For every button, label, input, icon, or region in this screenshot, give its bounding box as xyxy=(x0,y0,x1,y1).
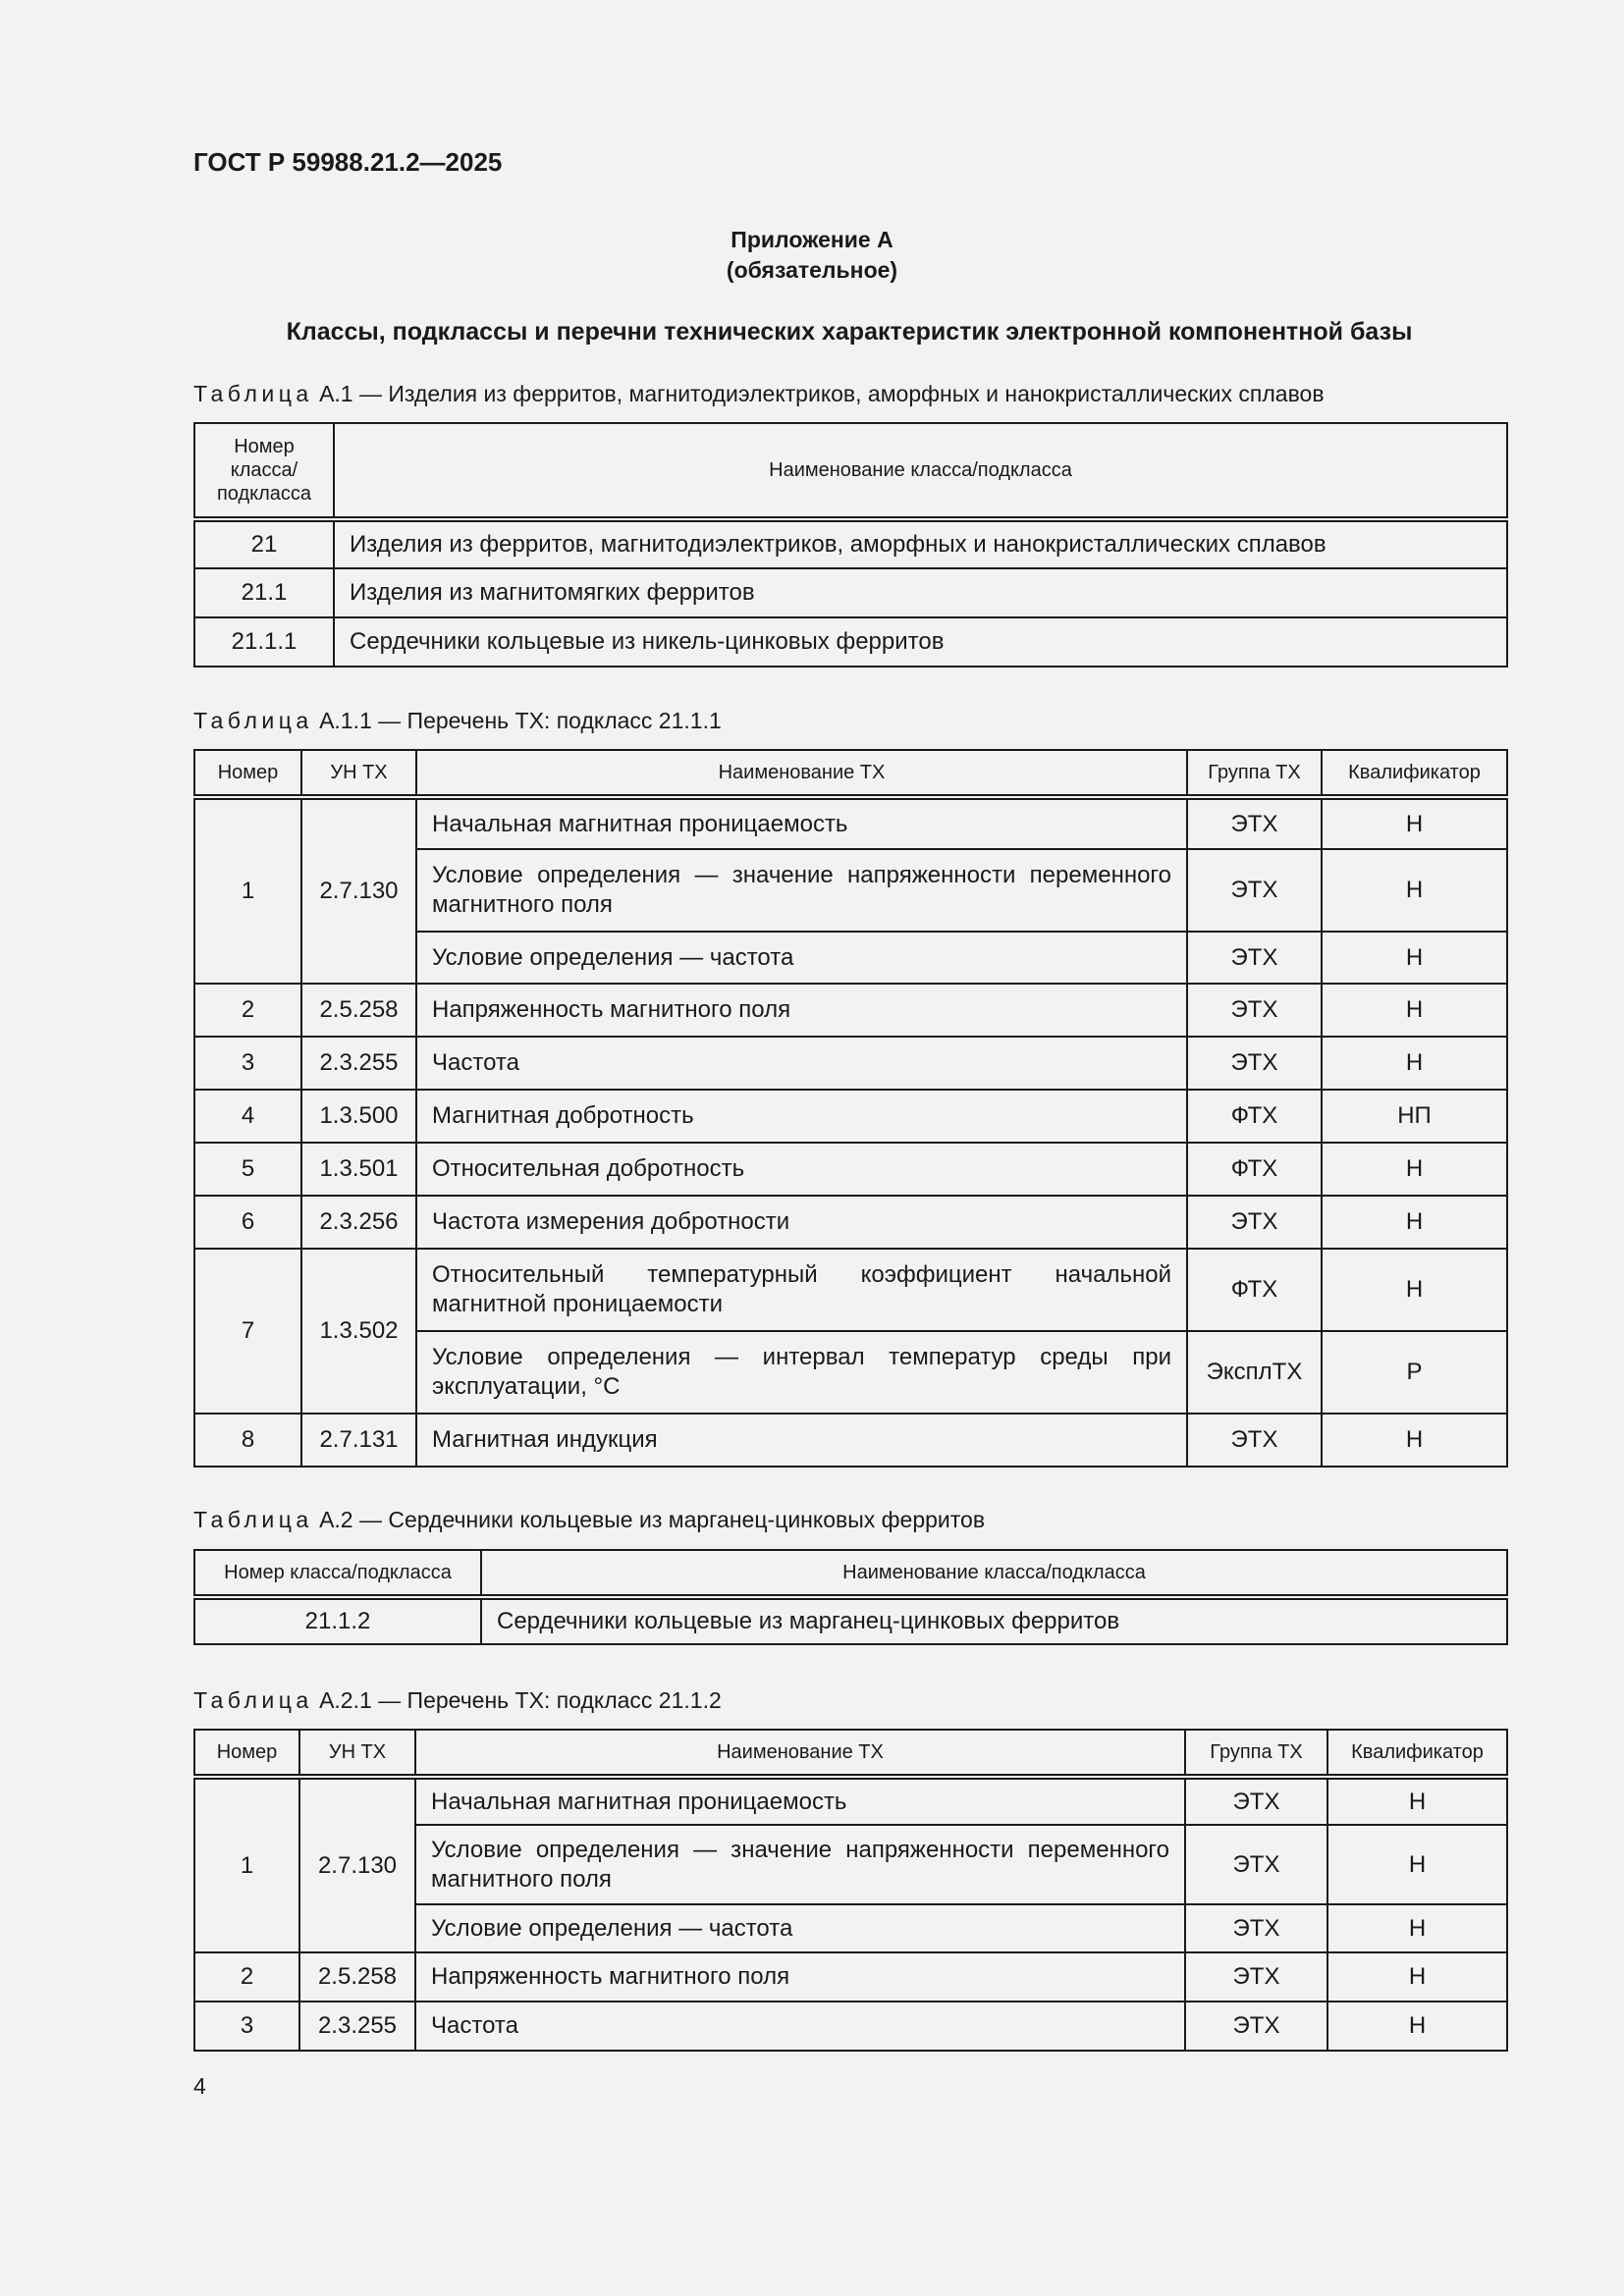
group-cell: ФТХ xyxy=(1187,1143,1322,1196)
table-a2-1-caption xyxy=(193,1687,722,1714)
name-cell: Напряженность магнитного поля xyxy=(416,984,1187,1037)
caption-text: А.1.1 — Перечень ТХ: подкласс 21.1.1 xyxy=(312,708,722,733)
col-header-group: Группа ТХ xyxy=(1187,750,1322,797)
qualifier-cell: Н xyxy=(1327,1904,1507,1952)
group-cell: ЭТХ xyxy=(1187,797,1322,849)
code-cell: 2.7.131 xyxy=(301,1414,416,1467)
group-cell: ЭТХ xyxy=(1187,1414,1322,1467)
annex-status: (обязательное) xyxy=(726,257,898,283)
caption-prefix: Таблица xyxy=(193,1687,313,1713)
col-header-name: Наименование ТХ xyxy=(415,1730,1185,1777)
number-cell: 2 xyxy=(194,984,301,1037)
code-cell: 2.5.258 xyxy=(301,984,416,1037)
col-header-class-number: Номер класса/ подкласса xyxy=(194,423,334,519)
code-cell: 1.3.502 xyxy=(301,1249,416,1414)
name-cell: Относительный температурный коэффициент начальной магнитной проницаемости xyxy=(416,1249,1187,1331)
name-cell: Относительная добротность xyxy=(416,1143,1187,1196)
col-header-class-name: Наименование класса/подкласса xyxy=(334,423,1507,519)
qualifier-cell: Н xyxy=(1322,849,1507,932)
col-header-group: Группа ТХ xyxy=(1185,1730,1327,1777)
qualifier-cell: НП xyxy=(1322,1090,1507,1143)
table-row xyxy=(194,568,1507,617)
table-row xyxy=(194,2002,1507,2051)
group-cell: ЭТХ xyxy=(1185,1952,1327,2002)
qualifier-cell: Н xyxy=(1322,797,1507,849)
group-cell: ЭксплТХ xyxy=(1187,1331,1322,1414)
table-row xyxy=(194,519,1507,568)
table-row xyxy=(194,1143,1507,1196)
group-cell: ЭТХ xyxy=(1185,1777,1327,1825)
number-cell: 8 xyxy=(194,1414,301,1467)
name-cell: Условие определения — частота xyxy=(415,1904,1185,1952)
number-cell: 4 xyxy=(194,1090,301,1143)
class-name-cell: Сердечники кольцевые из марганец-цинковых ферритов xyxy=(481,1597,1507,1644)
group-cell: ЭТХ xyxy=(1187,932,1322,984)
group-cell: ЭТХ xyxy=(1185,2002,1327,2051)
code-cell: 1.3.501 xyxy=(301,1143,416,1196)
table-header-row xyxy=(194,750,1507,797)
group-cell: ЭТХ xyxy=(1187,849,1322,932)
col-header-class-number: Номер класса/подкласса xyxy=(194,1550,481,1597)
caption-prefix: Таблица xyxy=(193,381,313,406)
col-header-code: УН ТХ xyxy=(299,1730,415,1777)
col-header-number: Номер xyxy=(194,1730,299,1777)
table-row xyxy=(194,1090,1507,1143)
number-cell: 7 xyxy=(194,1249,301,1414)
caption-prefix: Таблица xyxy=(193,1507,313,1532)
table-a2-caption xyxy=(193,1507,985,1533)
class-number-cell: 21.1.2 xyxy=(194,1597,481,1644)
name-cell: Начальная магнитная проницаемость xyxy=(416,797,1187,849)
name-cell: Условие определения — значение напряженности переменного магнитного поля xyxy=(416,849,1187,932)
group-cell: ФТХ xyxy=(1187,1249,1322,1331)
class-number-cell: 21.1 xyxy=(194,568,334,617)
table-row xyxy=(194,1037,1507,1090)
group-cell: ЭТХ xyxy=(1187,1196,1322,1249)
class-name-cell: Изделия из ферритов, магнитодиэлектриков, аморфных и нанокристаллических сплавов xyxy=(334,519,1507,568)
caption-text: А.2 — Сердечники кольцевые из марганец-цинковых ферритов xyxy=(312,1507,986,1532)
number-cell: 2 xyxy=(194,1952,299,2002)
table-row xyxy=(194,1414,1507,1467)
code-cell: 2.3.255 xyxy=(301,1037,416,1090)
number-cell: 3 xyxy=(194,2002,299,2051)
caption-prefix: Таблица xyxy=(193,708,313,733)
number-cell: 6 xyxy=(194,1196,301,1249)
qualifier-cell: Н xyxy=(1322,1249,1507,1331)
table-row xyxy=(194,617,1507,667)
group-cell: ЭТХ xyxy=(1185,1904,1327,1952)
standard-designation: ГОСТ Р 59988.21.2—2025 xyxy=(193,147,503,177)
name-cell: Частота xyxy=(416,1037,1187,1090)
number-cell: 1 xyxy=(194,797,301,984)
col-header-code: УН ТХ xyxy=(301,750,416,797)
group-cell: ЭТХ xyxy=(1187,1037,1322,1090)
table-header-row xyxy=(194,1550,1507,1597)
col-header-class-name: Наименование класса/подкласса xyxy=(481,1550,1507,1597)
name-cell: Условие определения — значение напряженности переменного магнитного поля xyxy=(415,1825,1185,1904)
col-header-qualifier: Квалификатор xyxy=(1322,750,1507,797)
page-number: 4 xyxy=(193,2073,206,2099)
group-cell: ФТХ xyxy=(1187,1090,1322,1143)
name-cell: Начальная магнитная проницаемость xyxy=(415,1777,1185,1825)
qualifier-cell: Р xyxy=(1322,1331,1507,1414)
table-a1-caption xyxy=(193,381,1325,407)
caption-text: А.2.1 — Перечень ТХ: подкласс 21.1.2 xyxy=(312,1687,722,1713)
qualifier-cell: Н xyxy=(1322,1196,1507,1249)
number-cell: 3 xyxy=(194,1037,301,1090)
qualifier-cell: Н xyxy=(1322,1414,1507,1467)
table-a2-1 xyxy=(193,1729,1508,2052)
code-cell: 2.3.255 xyxy=(299,2002,415,2051)
table-row xyxy=(194,1249,1507,1331)
qualifier-cell: Н xyxy=(1327,1777,1507,1825)
table-a1-1 xyxy=(193,749,1508,1468)
number-cell: 1 xyxy=(194,1777,299,1952)
code-cell: 2.7.130 xyxy=(299,1777,415,1952)
col-header-qualifier: Квалификатор xyxy=(1327,1730,1507,1777)
table-header-row xyxy=(194,423,1507,519)
table-row xyxy=(194,984,1507,1037)
class-number-cell: 21.1.1 xyxy=(194,617,334,667)
name-cell: Условие определения — интервал температур среды при эксплуатации, °С xyxy=(416,1331,1187,1414)
code-cell: 2.3.256 xyxy=(301,1196,416,1249)
name-cell: Частота xyxy=(415,2002,1185,2051)
col-header-number: Номер xyxy=(194,750,301,797)
table-header-row xyxy=(194,1730,1507,1777)
qualifier-cell: Н xyxy=(1327,1825,1507,1904)
annex-title: Приложение А xyxy=(731,227,893,252)
qualifier-cell: Н xyxy=(1327,2002,1507,2051)
class-name-cell: Изделия из магнитомягких ферритов xyxy=(334,568,1507,617)
number-cell: 5 xyxy=(194,1143,301,1196)
table-a2 xyxy=(193,1549,1508,1645)
qualifier-cell: Н xyxy=(1322,984,1507,1037)
table-row xyxy=(194,1952,1507,2002)
table-a1-1-caption xyxy=(193,708,722,734)
class-number-cell: 21 xyxy=(194,519,334,568)
code-cell: 2.7.130 xyxy=(301,797,416,984)
table-row xyxy=(194,1777,1507,1825)
table-a1 xyxy=(193,422,1508,667)
name-cell: Частота измерения добротности xyxy=(416,1196,1187,1249)
name-cell: Условие определения — частота xyxy=(416,932,1187,984)
table-row xyxy=(194,797,1507,849)
name-cell: Напряженность магнитного поля xyxy=(415,1952,1185,2002)
qualifier-cell: Н xyxy=(1322,1037,1507,1090)
group-cell: ЭТХ xyxy=(1187,984,1322,1037)
table-row xyxy=(194,1196,1507,1249)
annex-heading: Классы, подклассы и перечни технических характеристик электронной компонентной базы xyxy=(286,318,1413,346)
code-cell: 2.5.258 xyxy=(299,1952,415,2002)
table-row xyxy=(194,1597,1507,1644)
group-cell: ЭТХ xyxy=(1185,1825,1327,1904)
qualifier-cell: Н xyxy=(1327,1952,1507,2002)
caption-text: А.1 — Изделия из ферритов, магнитодиэлектриков, аморфных и нанокристаллических сплавов xyxy=(312,381,1325,406)
code-cell: 1.3.500 xyxy=(301,1090,416,1143)
qualifier-cell: Н xyxy=(1322,932,1507,984)
name-cell: Магнитная добротность xyxy=(416,1090,1187,1143)
qualifier-cell: Н xyxy=(1322,1143,1507,1196)
class-name-cell: Сердечники кольцевые из никель-цинковых ферритов xyxy=(334,617,1507,667)
name-cell: Магнитная индукция xyxy=(416,1414,1187,1467)
col-header-name: Наименование ТХ xyxy=(416,750,1187,797)
